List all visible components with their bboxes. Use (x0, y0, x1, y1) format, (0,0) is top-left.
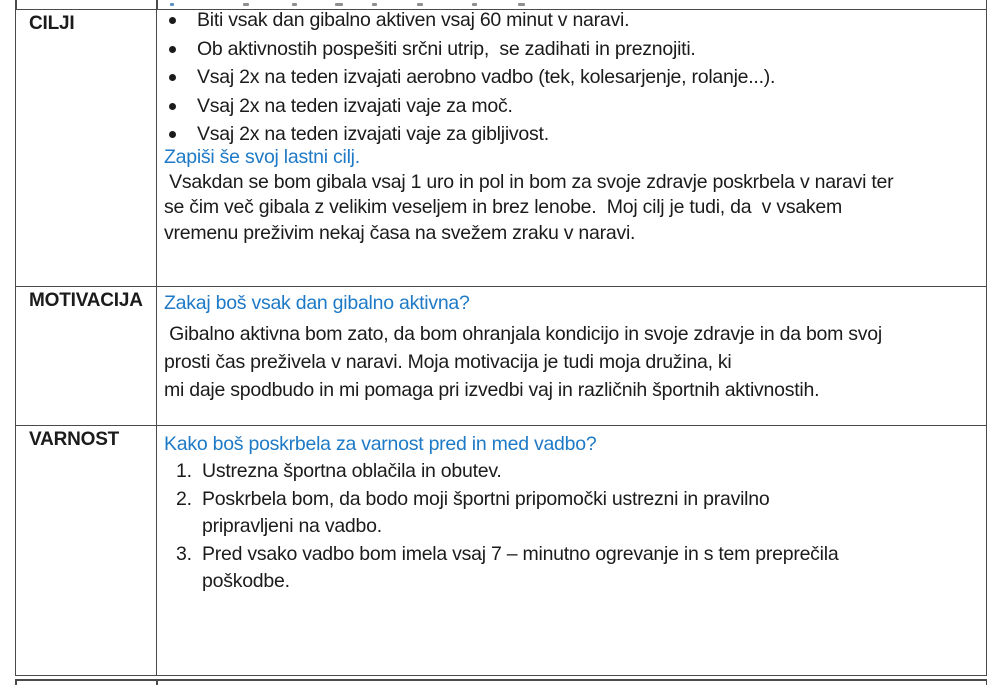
bullet-list-item (157, 35, 982, 64)
numbered-list-item (157, 568, 982, 596)
row-label-varnost: VARNOST (16, 426, 157, 675)
safety-numbered-list (157, 458, 982, 596)
bullet-item-text: Vsaj 2x na teden izvajati aerobno vadbo (tek, kolesarjenje, rolanje...). (197, 66, 776, 88)
table-border-left-fragment (15, 679, 17, 685)
prompt-motivation: Zakaj boš vsak dan gibalno aktivna? (164, 292, 470, 314)
prompt-own-goal: Zapiši še svoj lastni cilj. (164, 146, 360, 168)
next-row-top-border-fragment (15, 679, 987, 681)
numbered-list-item (157, 486, 982, 514)
prompt-safety: Kako boš poskrbela za varnost pred in med vadbo? (164, 433, 597, 455)
bullet-list-item (157, 92, 982, 121)
table-border-right-fragment (986, 0, 988, 9)
list-item-number: 3. (176, 542, 192, 565)
answer-line: Vsakdan se bom gibala vsaj 1 uro in pol in bom za svoje zdravje poskrbela v naravi ter (164, 171, 894, 193)
answer-line: mi daje spodbudo in mi pomaga pri izvedbi vaj in različnih športnih aktivnostih. (164, 379, 820, 401)
table-border-right-fragment (986, 679, 988, 685)
numbered-list-item (157, 458, 982, 486)
answer-own-goal (164, 170, 982, 246)
numbered-item-text: Pred vsako vadbo bom imela vsaj 7 – minutno ogrevanje in s tem preprečila (202, 542, 839, 565)
bullet-item-text: Vsaj 2x na teden izvajati vaje za gibljivost. (197, 123, 549, 145)
answer-motivation (164, 320, 982, 404)
numbered-list-item (157, 513, 982, 541)
plan-table (15, 9, 987, 676)
bullet-item-text: Vsaj 2x na teden izvajati vaje za moč. (197, 94, 513, 117)
bullet-icon (157, 92, 197, 121)
bullet-icon (157, 35, 197, 64)
row-content-motivacija (157, 287, 986, 425)
answer-line: Gibalno aktivna bom zato, da bom ohranjala kondicijo in svoje zdravje in da bom svoj (164, 323, 882, 345)
numbered-item-text: Poskrbela bom, da bodo moji športni pripomočki ustrezni in pravilno (202, 487, 770, 510)
numbered-item-text: pripravljeni na vadbo. (202, 515, 382, 537)
bullet-icon (157, 63, 197, 92)
table-column-divider-fragment (156, 679, 158, 685)
list-item-number (157, 513, 202, 541)
row-content-varnost (157, 426, 986, 675)
numbered-item-text: Ustrezna športna oblačila in obutev. (202, 460, 502, 482)
list-item-number (157, 568, 202, 596)
list-item-number: 2. (176, 487, 192, 510)
answer-line: se čim več gibala z velikim veseljem in brez lenobe. Moj cilj je tudi, da v vsakem (164, 196, 843, 219)
table-border-left-fragment (15, 0, 17, 9)
bullet-item-text: Ob aktivnostih pospešiti srčni utrip, se zadihati in preznojiti. (197, 37, 696, 60)
numbered-list-item (157, 541, 982, 569)
numbered-item-text: poškodbe. (202, 570, 290, 592)
bullet-list-item (157, 63, 982, 92)
list-item-number: 1. (176, 460, 192, 482)
answer-line: prosti čas preživela v naravi. Moja motivacija je tudi moja družina, ki (164, 351, 732, 373)
row-label-cilji: CILJI (16, 10, 157, 286)
bullet-icon (157, 6, 197, 35)
table-row-varnost (16, 426, 986, 676)
table-row-cilji (16, 10, 986, 287)
bullet-item-text: Biti vsak dan gibalno aktiven vsaj 60 minut v naravi. (197, 9, 630, 31)
goal-bullet-list (157, 6, 982, 149)
table-row-motivacija (16, 287, 986, 426)
bullet-list-item (157, 6, 982, 35)
answer-line: vremenu preživim nekaj časa na svežem zraku v naravi. (164, 221, 636, 244)
row-content-cilji (157, 10, 986, 286)
row-label-motivacija: MOTIVACIJA (16, 287, 157, 425)
